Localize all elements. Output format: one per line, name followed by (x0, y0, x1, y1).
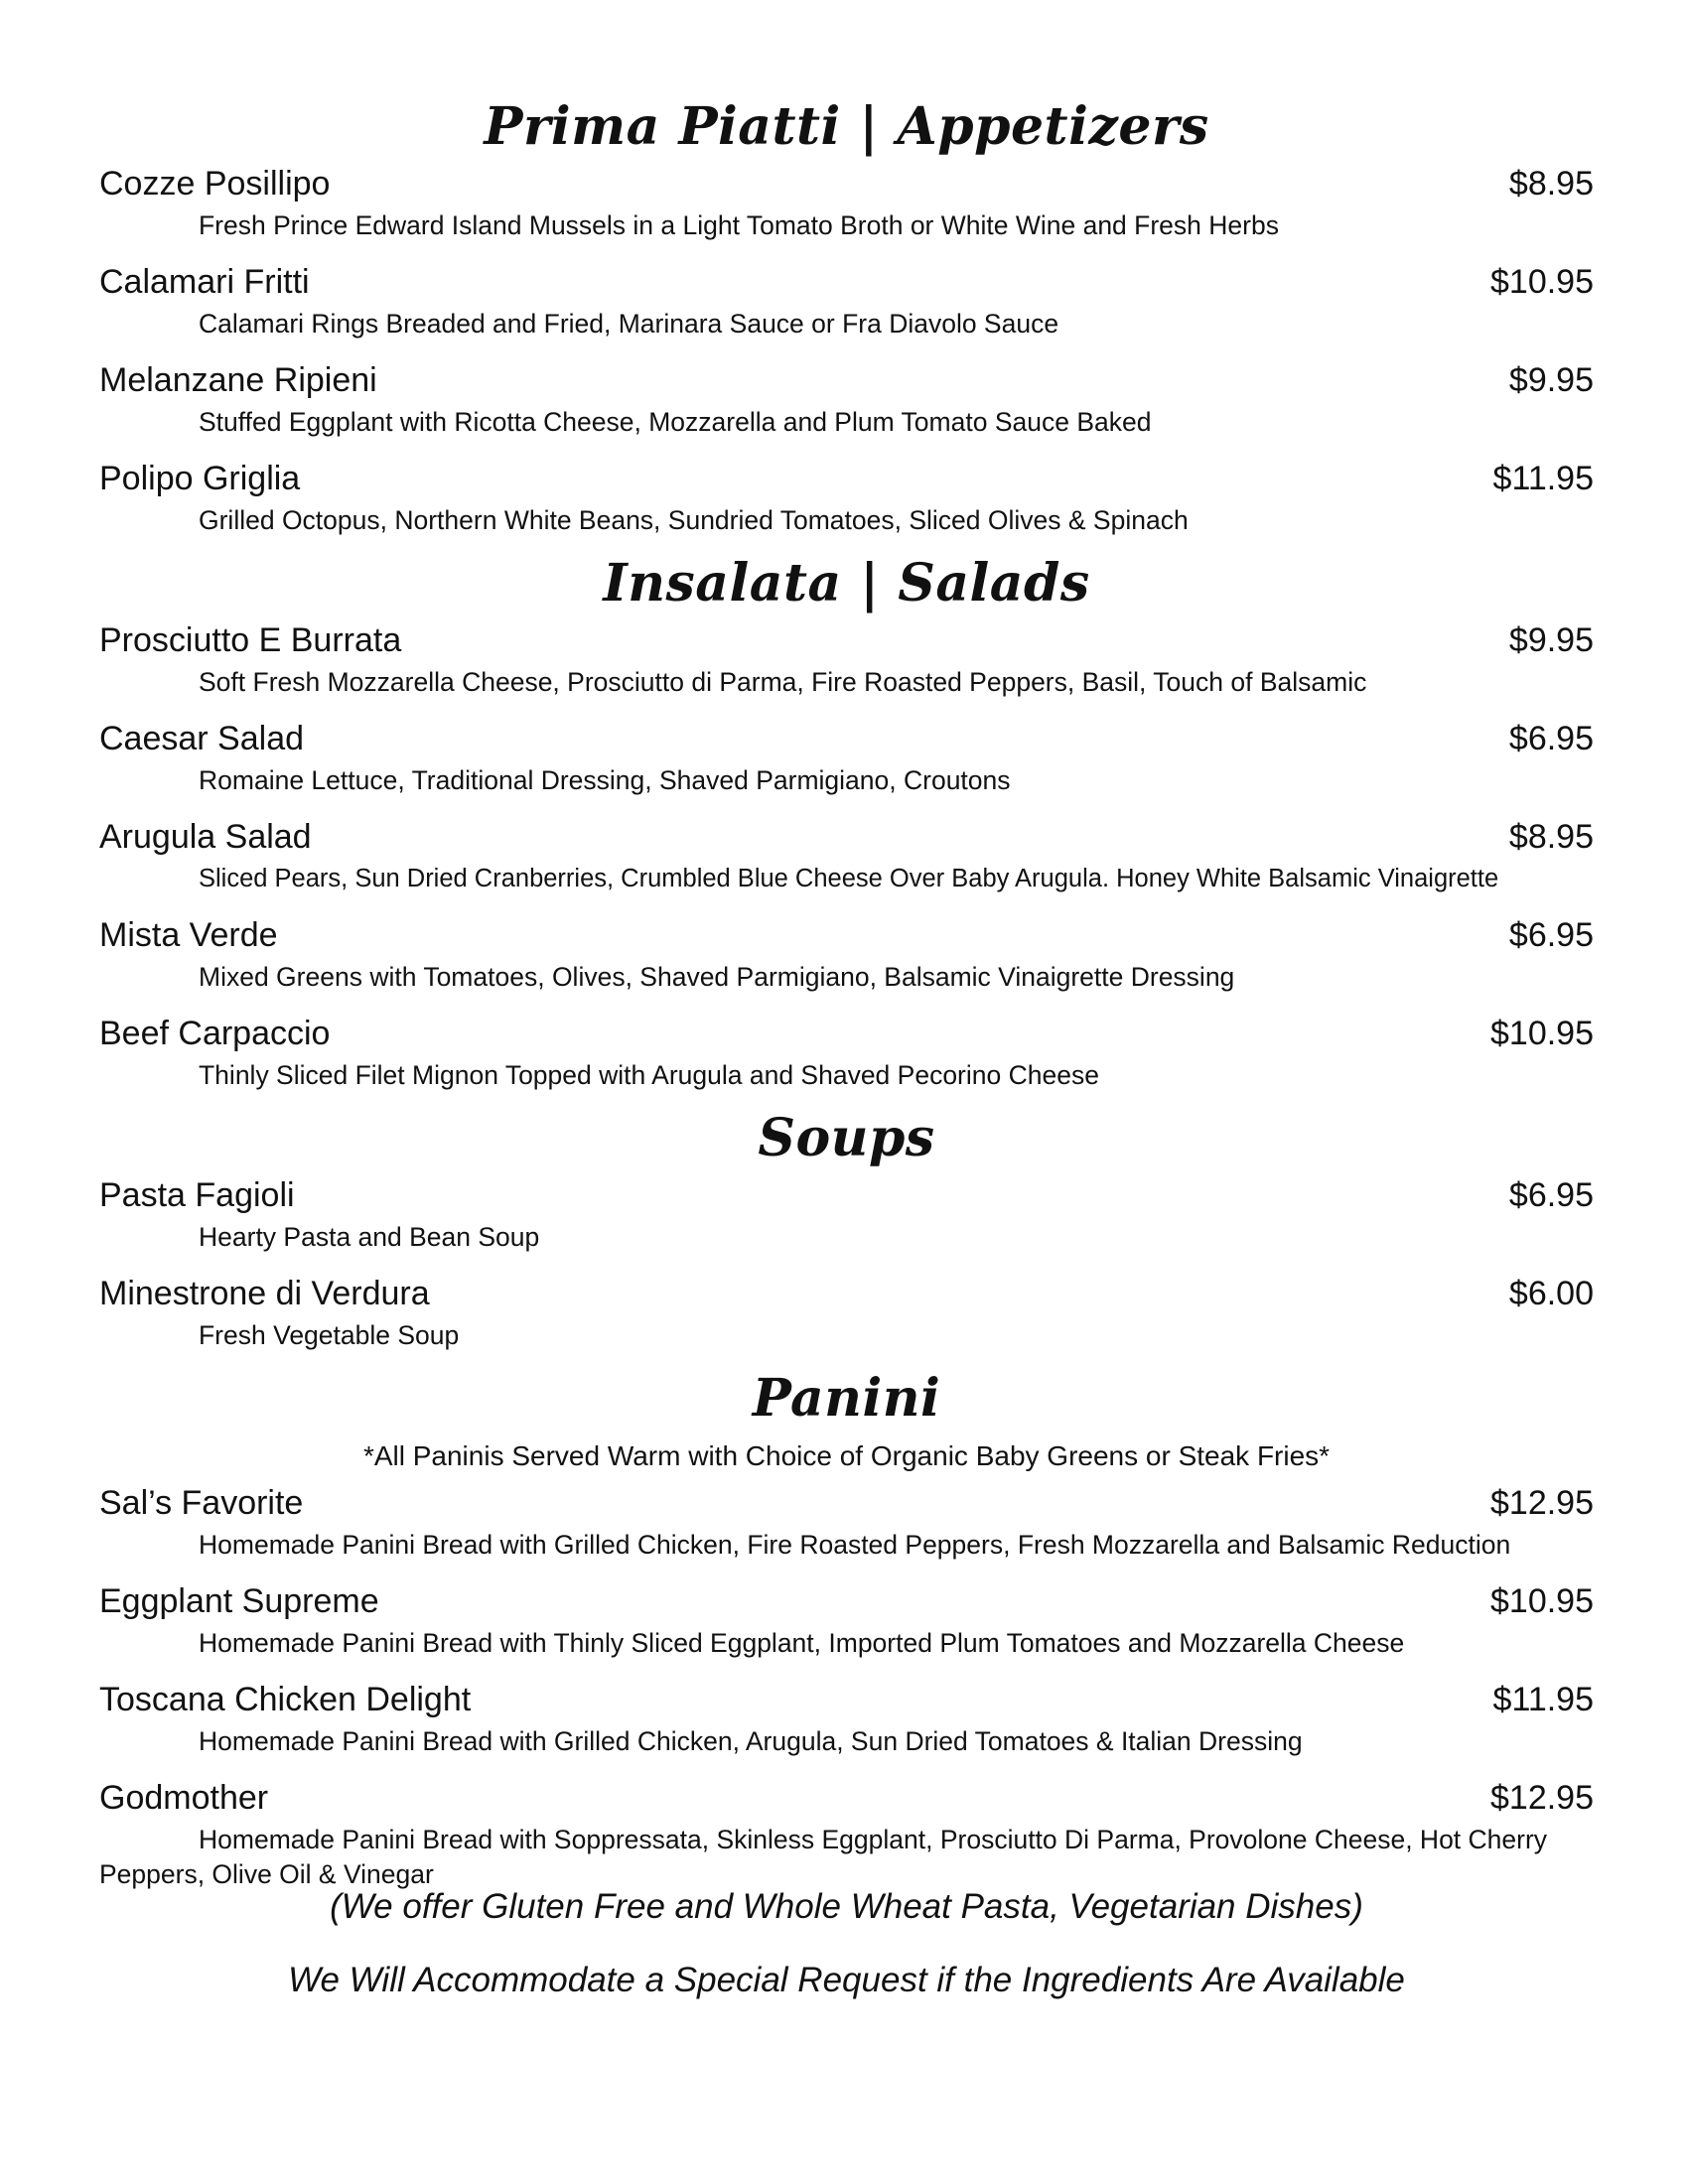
item-description: Sliced Pears, Sun Dried Cranberries, Crumbled Blue Cheese Over Baby Arugula. Honey White Balsamic Vinaigrette (199, 865, 1499, 892)
item-name: Minestrone di Verdura (99, 1275, 430, 1312)
menu-item (99, 812, 1594, 896)
menu-item (99, 1170, 1594, 1255)
menu-item (99, 454, 1594, 538)
menu-item (99, 714, 1594, 798)
section-panini (99, 1367, 1594, 1892)
footer-special-request-note: We Will Accommodate a Special Request if the Ingredients Are Available (288, 1961, 1405, 1999)
item-price: $11.95 (1492, 1681, 1594, 1718)
item-description: Thinly Sliced Filet Mignon Topped with Arugula and Shaved Pecorino Cheese (199, 1060, 1099, 1090)
menu-item (99, 1576, 1594, 1661)
item-price: $8.95 (1508, 818, 1594, 856)
item-name: Toscana Chicken Delight (99, 1681, 472, 1718)
item-name: Pasta Fagioli (99, 1176, 295, 1214)
menu-item (99, 1675, 1594, 1759)
section-appetizers (99, 95, 1594, 538)
item-description: Fresh Prince Edward Island Mussels in a Light Tomato Broth or White Wine and Fresh Herbs (199, 210, 1279, 240)
item-description: Soft Fresh Mozzarella Cheese, Prosciutto di Parma, Fire Roasted Peppers, Basil, Touch of Balsamic (199, 667, 1367, 697)
item-name: Eggplant Supreme (99, 1582, 379, 1620)
footer-dietary-note: (We offer Gluten Free and Whole Wheat Pasta, Vegetarian Dishes) (330, 1887, 1363, 1926)
item-description: Stuffed Eggplant with Ricotta Cheese, Mozzarella and Plum Tomato Sauce Baked (199, 407, 1152, 437)
menu-item (99, 910, 1594, 995)
item-price: $6.95 (1508, 916, 1594, 954)
section-title: Soups (758, 1108, 935, 1168)
item-price: $10.95 (1490, 1015, 1594, 1052)
menu-item (99, 355, 1594, 440)
item-name: Melanzane Ripieni (99, 361, 377, 399)
section-title: Insalata | Salads (603, 553, 1090, 614)
item-name: Beef Carpaccio (99, 1015, 331, 1052)
item-description: Homemade Panini Bread with Soppressata, Skinless Eggplant, Prosciutto Di Parma, Provolone Cheese, Hot Cherry Peppers, Olive Oil & Vinegar (99, 1825, 1548, 1889)
section-salads (99, 552, 1594, 1093)
panini-note: *All Paninis Served Warm with Choice of Organic Baby Greens or Steak Fries* (362, 1440, 1331, 1471)
item-price: $12.95 (1490, 1779, 1594, 1817)
menu-item (99, 159, 1594, 243)
menu-item (99, 257, 1594, 341)
item-description: Mixed Greens with Tomatoes, Olives, Shaved Parmigiano, Balsamic Vinaigrette Dressing (199, 962, 1235, 992)
item-price: $12.95 (1490, 1484, 1594, 1522)
item-name: Godmother (99, 1779, 269, 1817)
item-description: Grilled Octopus, Northern White Beans, Sundried Tomatoes, Sliced Olives & Spinach (199, 505, 1189, 535)
section-soups (99, 1107, 1594, 1353)
menu-item (99, 1478, 1594, 1563)
item-price: $6.95 (1508, 1176, 1594, 1214)
item-price: $6.95 (1508, 720, 1594, 757)
item-name: Caesar Salad (99, 720, 305, 757)
item-description: Fresh Vegetable Soup (199, 1320, 460, 1350)
section-title: Prima Piatti | Appetizers (484, 96, 1209, 157)
item-price: $9.95 (1508, 361, 1594, 399)
item-description: Homemade Panini Bread with Thinly Sliced Eggplant, Imported Plum Tomatoes and Mozzarella Cheese (199, 1628, 1405, 1658)
section-title: Panini (752, 1368, 941, 1429)
item-name: Sal’s Favorite (99, 1484, 304, 1522)
menu-content (99, 95, 1594, 1906)
item-name: Polipo Griglia (99, 460, 301, 497)
item-price: $9.95 (1508, 621, 1594, 659)
item-description: Homemade Panini Bread with Grilled Chicken, Fire Roasted Peppers, Fresh Mozzarella and Balsamic Reduction (199, 1530, 1511, 1560)
item-price: $10.95 (1490, 263, 1594, 301)
menu-item (99, 1269, 1594, 1353)
item-name: Cozze Posillipo (99, 165, 331, 203)
item-price: $11.95 (1492, 460, 1594, 497)
item-description: Calamari Rings Breaded and Fried, Marinara Sauce or Fra Diavolo Sauce (199, 309, 1059, 339)
item-name: Arugula Salad (99, 818, 312, 856)
item-description: Homemade Panini Bread with Grilled Chicken, Arugula, Sun Dried Tomatoes & Italian Dressing (199, 1726, 1303, 1756)
item-price: $10.95 (1490, 1582, 1594, 1620)
item-name: Mista Verde (99, 916, 278, 954)
item-description: Romaine Lettuce, Traditional Dressing, Shaved Parmigiano, Croutons (199, 765, 1011, 795)
menu-item (99, 1773, 1594, 1892)
item-name: Prosciutto E Burrata (99, 621, 402, 659)
menu-item (99, 615, 1594, 700)
item-price: $6.00 (1508, 1275, 1594, 1312)
menu-item (99, 1009, 1594, 1093)
item-price: $8.95 (1508, 165, 1594, 203)
item-description: Hearty Pasta and Bean Soup (199, 1222, 540, 1252)
item-name: Calamari Fritti (99, 263, 310, 301)
